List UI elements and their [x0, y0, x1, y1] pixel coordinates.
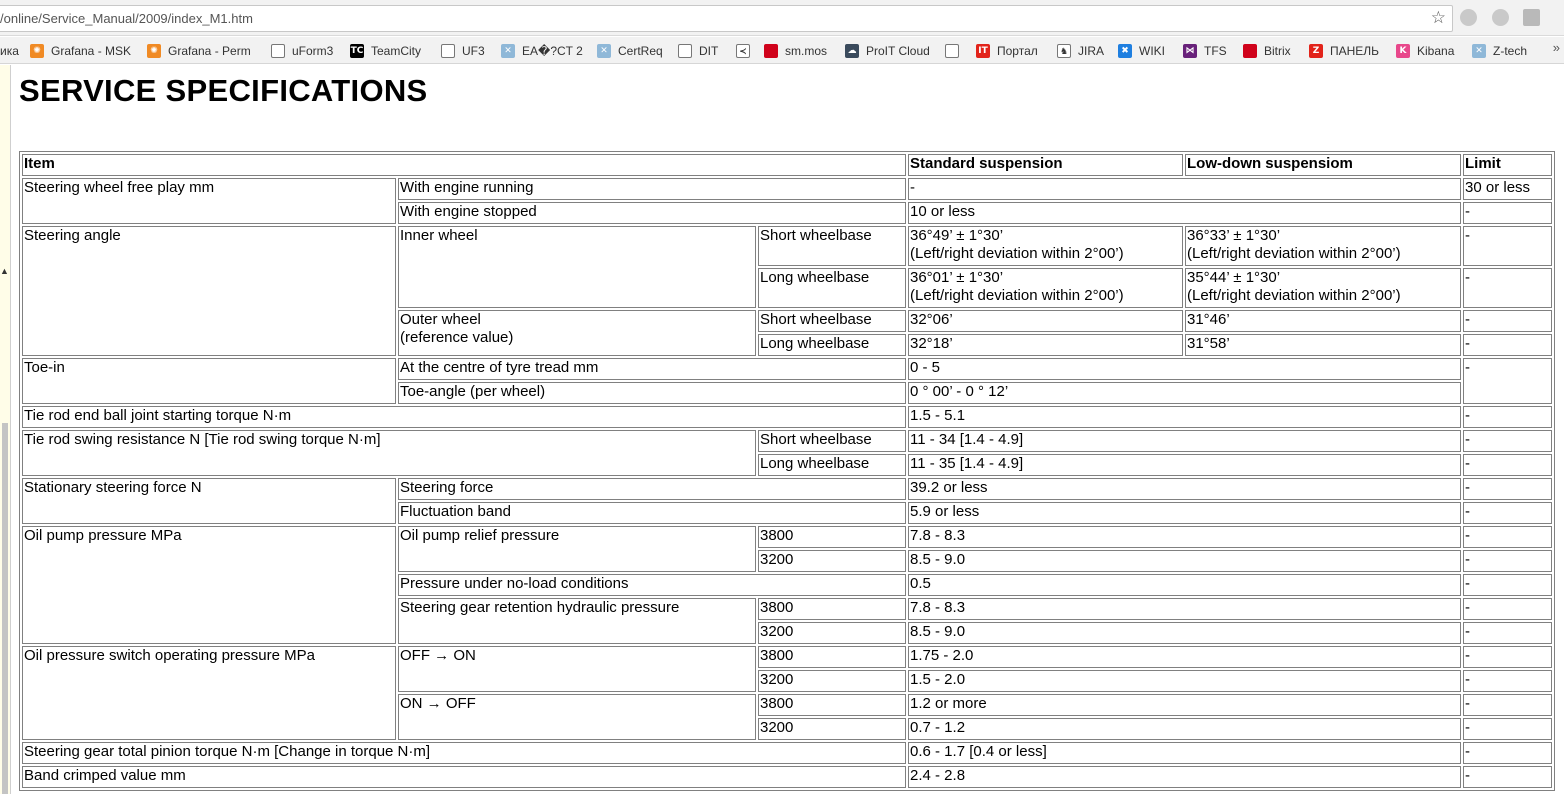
value-text: 35°44’ ± 1°30’	[1187, 269, 1281, 286]
header-standard: Standard suspension	[908, 154, 1183, 176]
value-cell: 11 - 34 [1.4 - 4.9]	[908, 430, 1461, 452]
table-row	[22, 430, 1552, 452]
value-cell: 1.75 - 2.0	[908, 646, 1461, 668]
grafana-icon: ✺	[30, 44, 44, 58]
value-cell: 1.5 - 5.1	[908, 406, 1461, 428]
document-icon	[271, 44, 285, 58]
header-lowdown: Low-down suspensiom	[1185, 154, 1461, 176]
document-icon	[441, 44, 455, 58]
value-cell: 32°06’	[908, 310, 1183, 332]
bookmark-label: Kibana	[1417, 43, 1455, 58]
gitlab-icon: ≺	[736, 44, 750, 58]
bookmark-label: ика	[0, 43, 19, 58]
wheelbase-cell: Short wheelbase	[758, 226, 906, 266]
bookmark-item[interactable]	[147, 42, 251, 59]
bookmark-item[interactable]	[1243, 42, 1291, 59]
specifications-table	[19, 151, 1555, 791]
limit-cell: 30 or less	[1463, 178, 1552, 200]
limit-cell: -	[1463, 406, 1552, 428]
row-label: Tie rod swing resistance N [Tie rod swing torque N·m]	[22, 430, 756, 476]
row-label: Band crimped value mm	[22, 766, 906, 788]
jira-icon: ♞	[1057, 44, 1071, 58]
bookmark-label: ПАНЕЛЬ	[1330, 43, 1380, 58]
bookmark-label: UF3	[462, 43, 485, 58]
bookmark-label: EA�?CT 2	[522, 43, 583, 58]
limit-cell: -	[1463, 430, 1552, 452]
condition-cell: ON → OFF	[398, 694, 756, 740]
url-text[interactable]: /online/Service_Manual/2009/index_M1.htm	[0, 11, 253, 26]
address-bar	[0, 0, 1564, 36]
condition-cell: At the centre of tyre tread mm	[398, 358, 906, 380]
limit-cell: -	[1463, 268, 1552, 308]
condition-cell: Pressure under no-load conditions	[398, 574, 906, 596]
wheelbase-cell: Long wheelbase	[758, 334, 906, 356]
bookmark-label: TFS	[1204, 43, 1227, 58]
bookmark-label: Портал	[997, 43, 1038, 58]
value-cell: 31°58’	[1185, 334, 1461, 356]
deviation-text: (Left/right deviation within 2°00’)	[1187, 287, 1401, 304]
value-cell	[908, 268, 1183, 308]
condition-cell: With engine stopped	[398, 202, 906, 224]
bookmark-item[interactable]	[1309, 42, 1379, 59]
value-cell: 8.5 - 9.0	[908, 550, 1461, 572]
condition-cell: Toe-angle (per wheel)	[398, 382, 906, 404]
wheelbase-cell: Long wheelbase	[758, 454, 906, 476]
value-cell: 1.5 - 2.0	[908, 670, 1461, 692]
reference-value-text: (reference value)	[400, 329, 514, 346]
page-title: SERVICE SPECIFICATIONS	[19, 73, 428, 108]
value-cell: 0.5	[908, 574, 1461, 596]
extension-icon[interactable]	[1460, 9, 1477, 26]
cert-icon: ✕	[597, 44, 611, 58]
limit-cell: -	[1463, 334, 1552, 356]
bookmark-item[interactable]	[764, 42, 827, 59]
limit-cell: -	[1463, 766, 1552, 788]
bookmarks-bar	[0, 37, 1564, 64]
rpm-cell: 3800	[758, 646, 906, 668]
value-cell: 7.8 - 8.3	[908, 526, 1461, 548]
bookmark-item[interactable]	[1183, 42, 1227, 59]
table-row	[22, 646, 1552, 668]
extension-icon[interactable]	[1492, 9, 1509, 26]
limit-cell: -	[1463, 574, 1552, 596]
bookmark-item[interactable]	[945, 42, 966, 59]
bookmark-label: DIT	[699, 43, 719, 58]
outer-wheel-text: Outer wheel	[400, 311, 481, 328]
value-cell: 31°46’	[1185, 310, 1461, 332]
wheelbase-cell: Short wheelbase	[758, 430, 906, 452]
rpm-cell: 3200	[758, 550, 906, 572]
rpm-cell: 3800	[758, 598, 906, 620]
value-cell: 8.5 - 9.0	[908, 622, 1461, 644]
rpm-cell: 3200	[758, 670, 906, 692]
table-row	[22, 406, 1552, 428]
condition-cell	[398, 310, 756, 356]
bookmark-item[interactable]	[736, 42, 757, 59]
rpm-cell: 3800	[758, 526, 906, 548]
table-row	[22, 358, 1552, 380]
bookmark-label: uForm3	[292, 43, 334, 58]
table-row	[22, 178, 1552, 200]
wheelbase-cell: Long wheelbase	[758, 268, 906, 308]
confluence-icon: ✖	[1118, 44, 1132, 58]
header-item: Item	[22, 154, 906, 176]
value-cell: 39.2 or less	[908, 478, 1461, 500]
limit-cell: -	[1463, 718, 1552, 740]
limit-cell: -	[1463, 742, 1552, 764]
value-cell: -	[908, 178, 1461, 200]
value-cell: 0 - 5	[908, 358, 1461, 380]
value-cell: 0.7 - 1.2	[908, 718, 1461, 740]
value-text: 36°49’ ± 1°30’	[910, 227, 1004, 244]
sm-icon	[764, 44, 778, 58]
value-cell: 0 ° 00’ - 0 ° 12’	[908, 382, 1461, 404]
z-icon: Z	[1309, 44, 1323, 58]
condition-cell: Oil pump relief pressure	[398, 526, 756, 572]
deviation-text: (Left/right deviation within 2°00’)	[1187, 245, 1401, 262]
limit-cell: -	[1463, 694, 1552, 716]
header-limit: Limit	[1463, 154, 1552, 176]
visual-studio-icon: ⋈	[1183, 44, 1197, 58]
deviation-text: (Left/right deviation within 2°00’)	[910, 287, 1124, 304]
table-row	[22, 766, 1552, 788]
condition-cell: With engine running	[398, 178, 906, 200]
row-label: Stationary steering force N	[22, 478, 396, 524]
limit-cell: -	[1463, 622, 1552, 644]
bookmark-label: Bitrix	[1264, 43, 1291, 58]
value-cell: 11 - 35 [1.4 - 4.9]	[908, 454, 1461, 476]
limit-cell: -	[1463, 670, 1552, 692]
value-cell	[908, 226, 1183, 266]
scroll-up-arrow-icon[interactable]: ▲	[0, 266, 9, 276]
table-row	[22, 742, 1552, 764]
bookmark-item[interactable]	[441, 42, 485, 59]
value-text: 36°33’ ± 1°30’	[1187, 227, 1281, 244]
condition-cell: Inner wheel	[398, 226, 756, 308]
bookmark-label: sm.mos	[785, 43, 827, 58]
row-label: Steering angle	[22, 226, 396, 356]
limit-cell: -	[1463, 478, 1552, 500]
teamcity-icon: TC	[350, 45, 364, 56]
bookmark-item[interactable]	[597, 42, 663, 59]
speech-icon	[678, 44, 692, 58]
page-content	[0, 65, 1564, 794]
rpm-cell: 3200	[758, 718, 906, 740]
value-cell: 1.2 or more	[908, 694, 1461, 716]
row-label: Tie rod end ball joint starting torque N·m	[22, 406, 906, 428]
pdf-extension-icon[interactable]	[1523, 9, 1540, 26]
bookmark-label: Z-tech	[1493, 43, 1528, 58]
condition-cell: Fluctuation band	[398, 502, 906, 524]
row-label: Oil pressure switch operating pressure MPa	[22, 646, 396, 740]
bookmark-item[interactable]	[30, 42, 131, 59]
value-cell: 10 or less	[908, 202, 1461, 224]
value-cell: 32°18’	[908, 334, 1183, 356]
bookmark-item[interactable]	[350, 42, 421, 59]
deviation-text: (Left/right deviation within 2°00’)	[910, 245, 1124, 262]
condition-cell: OFF → ON	[398, 646, 756, 692]
bookmark-label: Grafana - Perm	[168, 43, 251, 58]
bookmark-item[interactable]	[271, 42, 333, 59]
value-cell: 5.9 or less	[908, 502, 1461, 524]
limit-cell: -	[1463, 502, 1552, 524]
it-icon: IT	[976, 44, 990, 58]
limit-cell: -	[1463, 598, 1552, 620]
value-cell	[1185, 268, 1461, 308]
left-frame	[0, 65, 11, 794]
scrollbar-thumb[interactable]	[2, 423, 8, 794]
table-header-row	[22, 154, 1552, 176]
bookmarks-overflow-icon[interactable]: »	[1552, 40, 1560, 55]
limit-cell: -	[1463, 226, 1552, 266]
bookmark-item[interactable]	[845, 42, 930, 59]
kibana-icon: K	[1396, 44, 1410, 58]
rpm-cell: 3200	[758, 622, 906, 644]
bookmark-item[interactable]	[0, 42, 19, 59]
row-label: Steering wheel free play mm	[22, 178, 396, 224]
bookmark-item[interactable]	[976, 42, 1038, 59]
bookmark-item[interactable]	[1472, 42, 1527, 59]
bitrix-icon	[1243, 44, 1257, 58]
table-row	[22, 226, 1552, 266]
bookmark-item[interactable]	[1396, 42, 1454, 59]
limit-cell: -	[1463, 358, 1552, 404]
row-label: Oil pump pressure MPa	[22, 526, 396, 644]
limit-cell: -	[1463, 202, 1552, 224]
grafana-icon: ✺	[147, 44, 161, 58]
cert-icon: ✕	[1472, 44, 1486, 58]
bookmark-label: Grafana - MSK	[51, 43, 132, 58]
value-text: 36°01’ ± 1°30’	[910, 269, 1004, 286]
condition-cell: Steering force	[398, 478, 906, 500]
table-row	[22, 478, 1552, 500]
value-cell: 0.6 - 1.7 [0.4 or less]	[908, 742, 1461, 764]
condition-cell: Steering gear retention hydraulic pressure	[398, 598, 756, 644]
bookmark-item[interactable]	[678, 42, 718, 59]
row-label: Toe-in	[22, 358, 396, 404]
value-cell: 2.4 - 2.8	[908, 766, 1461, 788]
cert-icon: ✕	[501, 44, 515, 58]
row-label: Steering gear total pinion torque N·m [Change in torque N·m]	[22, 742, 906, 764]
bookmark-label: WIKI	[1139, 43, 1165, 58]
bookmark-label: JIRA	[1078, 43, 1105, 58]
bookmark-item[interactable]	[501, 42, 583, 59]
gauge-icon	[945, 44, 959, 58]
wheelbase-cell: Short wheelbase	[758, 310, 906, 332]
limit-cell: -	[1463, 310, 1552, 332]
cloud-icon: ☁	[845, 44, 859, 58]
rpm-cell: 3800	[758, 694, 906, 716]
bookmark-item[interactable]	[1118, 42, 1165, 59]
bookmark-label: ProIT Cloud	[866, 43, 930, 58]
bookmark-label: TeamCity	[371, 43, 422, 58]
bookmark-star-icon[interactable]: ☆	[1430, 8, 1446, 27]
limit-cell: -	[1463, 550, 1552, 572]
limit-cell: -	[1463, 646, 1552, 668]
limit-cell: -	[1463, 454, 1552, 476]
value-cell	[1185, 226, 1461, 266]
limit-cell: -	[1463, 526, 1552, 548]
url-field[interactable]	[0, 5, 1453, 32]
value-cell: 7.8 - 8.3	[908, 598, 1461, 620]
bookmark-label: CertReq	[618, 43, 663, 58]
bookmark-item[interactable]	[1057, 42, 1104, 59]
table-row	[22, 526, 1552, 548]
